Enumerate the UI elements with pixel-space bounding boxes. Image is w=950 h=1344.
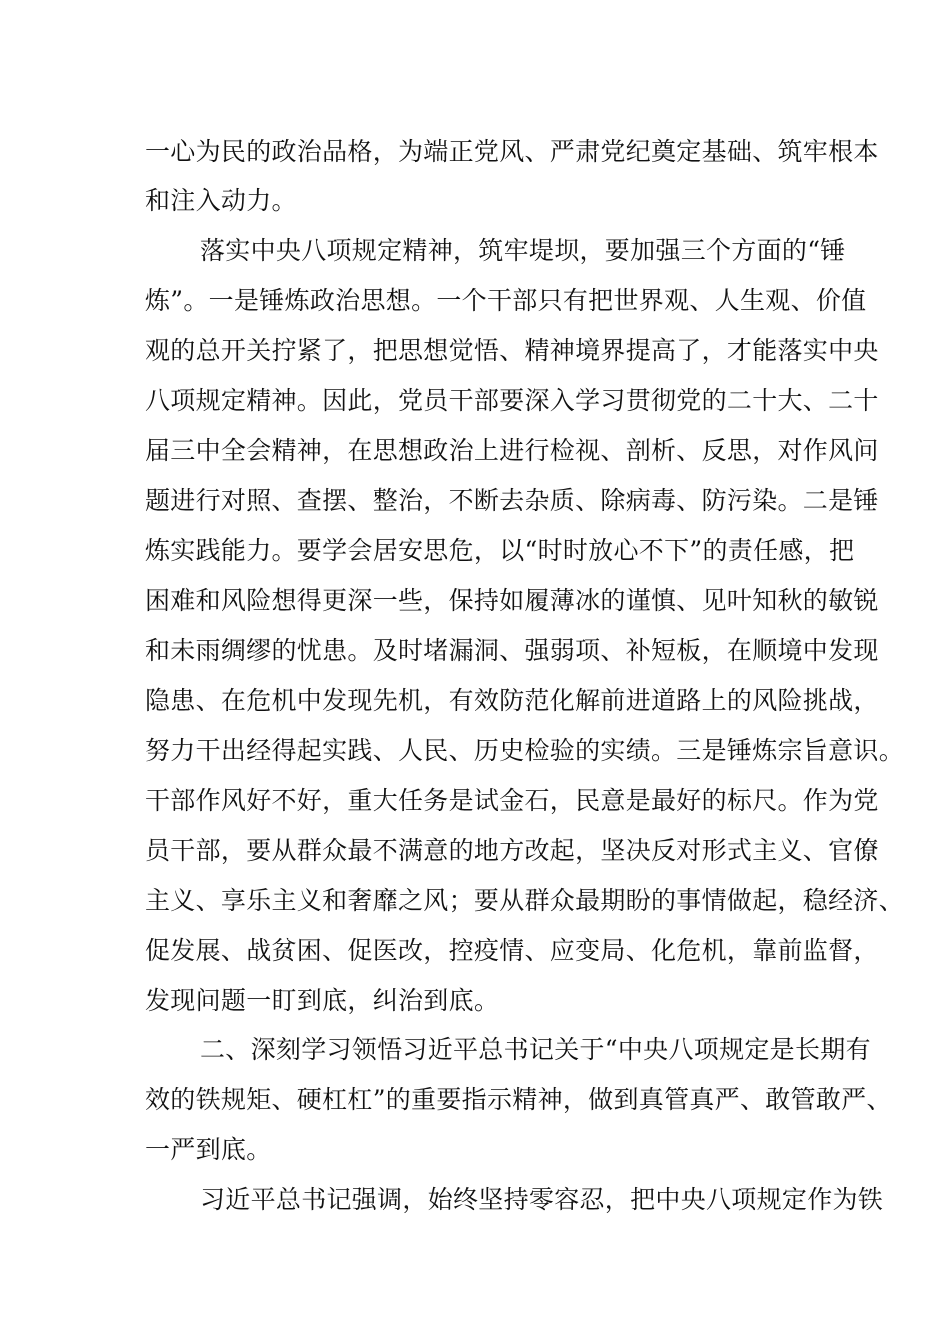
text-line: 努力干出经得起实践、人民、历史检验的实绩。三是锤炼宗旨意识。: [145, 736, 905, 765]
text-line: 题进行对照、查摆、整治，不断去杂质、除病毒、防污染。二是锤: [145, 486, 879, 515]
text-line: 届三中全会精神，在思想政治上进行检视、剖析、反思，对作风问: [145, 436, 879, 465]
paragraph-first-line: 落实中央八项规定精神，筑牢堤坝，要加强三个方面的“锤: [200, 236, 846, 265]
text-line: 隐患、在危机中发现先机，有效防范化解前进道路上的风险挑战，: [145, 686, 879, 715]
text-line: 员干部，要从群众最不满意的地方改起，坚决反对形式主义、官僚: [145, 836, 879, 865]
text-line: 促发展、战贫困、促医改，控疫情、应变局、化危机，靠前监督，: [145, 936, 879, 965]
text-line: 干部作风好不好，重大任务是试金石，民意是最好的标尺。作为党: [145, 786, 879, 815]
text-line: 和注入动力。: [145, 186, 297, 215]
text-line: 一心为民的政治品格，为端正党风、严肃党纪奠定基础、筑牢根本: [145, 137, 879, 166]
text-line: 炼实践能力。要学会居安思危，以“时时放心不下”的责任感，把: [145, 536, 855, 565]
text-line: 和未雨绸缪的忧患。及时堵漏洞、强弱项、补短板，在顺境中发现: [145, 636, 879, 665]
text-line: 主义、享乐主义和奢靡之风；要从群众最期盼的事情做起，稳经济、: [145, 886, 905, 915]
paragraph-first-line: 习近平总书记强调，始终坚持零容忍，把中央八项规定作为铁: [200, 1185, 884, 1214]
section-heading-line: 一严到底。: [145, 1135, 272, 1164]
text-line: 炼”。一是锤炼政治思想。一个干部只有把世界观、人生观、价值: [145, 286, 867, 315]
section-heading-line: 二、深刻学习领悟习近平总书记关于“中央八项规定是长期有: [200, 1035, 871, 1064]
text-line: 八项规定精神。因此，党员干部要深入学习贯彻党的二十大、二十: [145, 386, 879, 415]
text-line: 发现问题一盯到底，纠治到底。: [145, 986, 500, 1015]
text-line: 困难和风险想得更深一些，保持如履薄冰的谨慎、见叶知秋的敏锐: [145, 586, 879, 615]
section-heading-line: 效的铁规矩、硬杠杠”的重要指示精神，做到真管真严、敢管敢严、: [145, 1085, 892, 1114]
text-line: 观的总开关拧紧了，把思想觉悟、精神境界提高了，才能落实中央: [145, 336, 879, 365]
